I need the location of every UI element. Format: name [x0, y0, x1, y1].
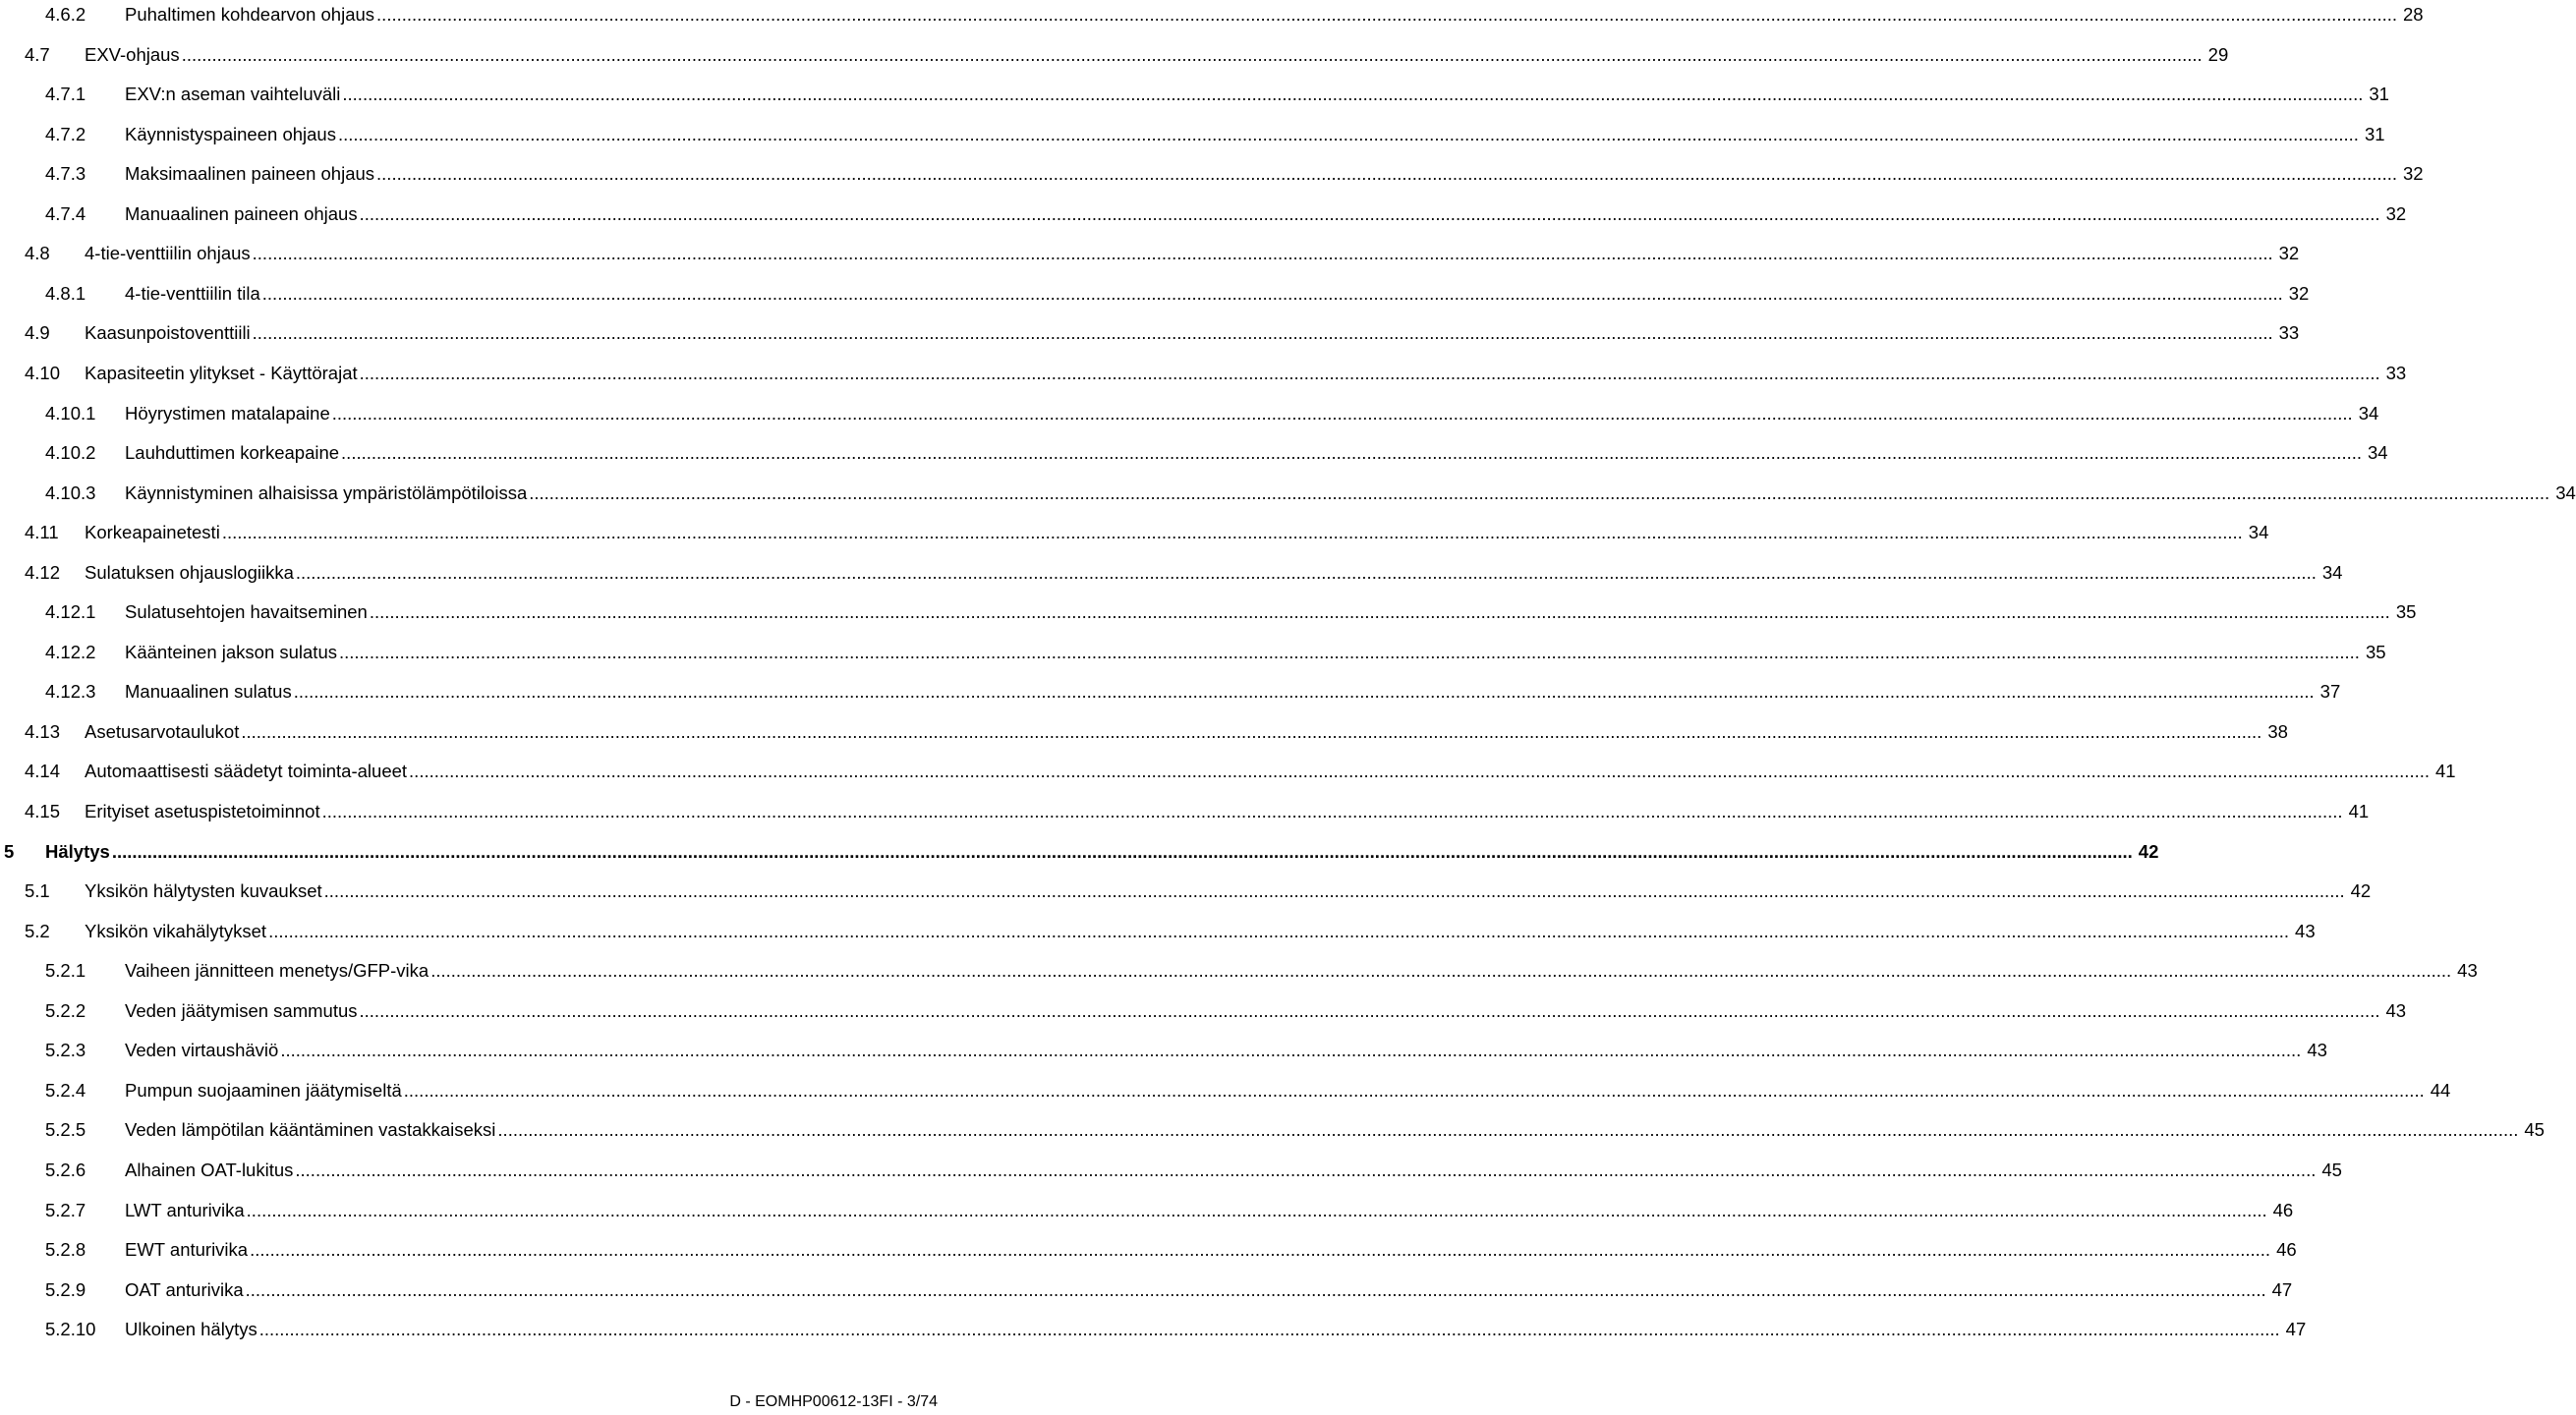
toc-entry-title: Yksikön hälytysten kuvaukset [85, 877, 324, 906]
toc-entry-page: 47 [2266, 1275, 2293, 1305]
toc-entry[interactable] [0, 399, 2379, 428]
toc-entry-title: Käynnistyminen alhaisissa ympäristölämpötiloissa [125, 479, 529, 508]
toc-entry-number: 4.11 [25, 522, 59, 543]
toc-dot-leader: ................................................................................................................................................................................................................................................................................................................................................................................................................ [430, 960, 2452, 982]
toc-entry-page: 28 [2397, 0, 2424, 29]
toc-entry-title: EXV-ohjaus [85, 40, 182, 70]
toc-entry-title: Kaasunpoistoventtiili [85, 318, 253, 348]
toc-dot-leader: ................................................................................................................................................................................................................................................................................................................................................................................................................ [359, 202, 2380, 224]
toc-entry-page: 43 [2379, 996, 2406, 1026]
toc-entry-number: 5.2.1 [45, 960, 86, 982]
toc-entry-number: 4.10.2 [45, 442, 96, 464]
toc-entry[interactable] [0, 318, 2300, 348]
toc-entry-number: 5.2 [25, 920, 50, 941]
toc-entry-number: 4.13 [25, 720, 61, 742]
toc-dot-leader: ................................................................................................................................................................................................................................................................................................................................................................................................................ [245, 1278, 2266, 1300]
toc-entry-page: 34 [2353, 399, 2379, 428]
toc-entry-number: 4.7 [25, 43, 50, 65]
toc-entry-page: 32 [2283, 279, 2310, 309]
toc-entry-number: 4.7.2 [45, 123, 86, 144]
toc-dot-leader: ................................................................................................................................................................................................................................................................................................................................................................................................................ [359, 999, 2380, 1021]
toc-entry[interactable] [0, 40, 2229, 70]
toc-entry-page: 45 [2518, 1115, 2545, 1145]
toc-entry-page: 35 [2390, 597, 2417, 627]
toc-entry-number: 4.9 [25, 322, 50, 344]
toc-entry-number: 4.7.4 [45, 202, 86, 224]
toc-dot-leader: ................................................................................................................................................................................................................................................................................................................................................................................................................ [359, 362, 2380, 383]
toc-entry[interactable] [0, 1315, 2307, 1344]
toc-entry-page: 47 [2280, 1315, 2307, 1344]
toc-entry[interactable] [0, 996, 2407, 1026]
toc-entry-page: 32 [2397, 159, 2424, 189]
toc-entry[interactable] [0, 159, 2424, 189]
toc-entry-page: 31 [2363, 80, 2389, 109]
toc-entry-page: 46 [2267, 1196, 2294, 1225]
toc-entry-number: 5.2.4 [45, 1079, 86, 1101]
toc-entry-number: 5.2.8 [45, 1239, 86, 1261]
toc-dot-leader: ................................................................................................................................................................................................................................................................................................................................................................................................................ [252, 243, 2273, 264]
toc-entry-page: 33 [2273, 318, 2300, 348]
toc-entry[interactable] [0, 1235, 2297, 1265]
toc-dot-leader: ................................................................................................................................................................................................................................................................................................................................................................................................................ [293, 681, 2315, 703]
toc-dot-leader: ................................................................................................................................................................................................................................................................................................................................................................................................................ [258, 1319, 2280, 1340]
toc-entry[interactable] [0, 1036, 2327, 1065]
toc-dot-leader: ................................................................................................................................................................................................................................................................................................................................................................................................................ [246, 1199, 2267, 1220]
toc-entry[interactable] [0, 1115, 2545, 1145]
toc-entry-title: OAT anturivika [125, 1275, 246, 1305]
toc-entry-title: Puhaltimen kohdearvon ohjaus [125, 0, 376, 29]
toc-entry-number: 4.15 [25, 801, 61, 821]
toc-entry-title: Yksikön vikahälytykset [85, 917, 268, 946]
toc-entry-page: 32 [2380, 199, 2407, 229]
toc-entry-title: Korkeapainetesti [85, 518, 222, 547]
toc-entry-page: 34 [2317, 558, 2343, 588]
toc-dot-leader: ................................................................................................................................................................................................................................................................................................................................................................................................................ [280, 1040, 2302, 1061]
toc-entry-number: 4.8 [25, 243, 50, 264]
toc-entry-page: 41 [2343, 797, 2370, 826]
toc-entry-number: 4.10.3 [45, 481, 96, 503]
toc-dot-leader: ................................................................................................................................................................................................................................................................................................................................................................................................................ [221, 522, 2243, 543]
toc-entry-title: Hälytys [45, 837, 112, 867]
toc-entry[interactable] [0, 1275, 2293, 1305]
toc-entry-title: Veden lämpötilan kääntäminen vastakkaiseksi [125, 1115, 497, 1145]
toc-entry-title: Höyrystimen matalapaine [125, 399, 332, 428]
toc-entry[interactable] [0, 239, 2300, 268]
toc-dot-leader: ................................................................................................................................................................................................................................................................................................................................................................................................................ [321, 801, 2343, 821]
toc-entry-title: LWT anturivika [125, 1196, 247, 1225]
toc-dot-leader: ................................................................................................................................................................................................................................................................................................................................................................................................................ [181, 43, 2203, 65]
toc-entry-title: EWT anturivika [125, 1235, 250, 1265]
toc-entry-title: Erityiset asetuspistetoiminnot [85, 797, 322, 826]
toc-dot-leader: ................................................................................................................................................................................................................................................................................................................................................................................................................ [252, 322, 2273, 344]
toc-entry-page: 43 [2289, 917, 2316, 946]
toc-entry-page: 34 [2243, 518, 2269, 547]
toc-entry[interactable] [0, 1076, 2451, 1105]
toc-entry-title: Automaattisesti säädetyt toiminta-alueet [85, 757, 409, 786]
toc-entry[interactable] [0, 797, 2370, 826]
toc-entry-title: Pumpun suojaaminen jäätymiseltä [125, 1076, 404, 1105]
toc-entry[interactable] [0, 438, 2388, 468]
toc-entry-page: 44 [2425, 1076, 2451, 1105]
toc-entry-title: Kapasiteetin ylitykset - Käyttörajat [85, 359, 360, 388]
toc-entry[interactable] [0, 518, 2269, 547]
toc-dot-leader: ................................................................................................................................................................................................................................................................................................................................................................................................................ [250, 1239, 2271, 1261]
toc-entry-number: 4.12.1 [45, 601, 96, 623]
toc-entry-number: 4.12 [25, 561, 61, 583]
toc-entry-page: 42 [2133, 837, 2159, 867]
toc-entry-number: 5.2.3 [45, 1040, 86, 1061]
toc-dot-leader: ................................................................................................................................................................................................................................................................................................................................................................................................................ [497, 1119, 2519, 1141]
toc-entry-number: 5.1 [25, 880, 50, 902]
toc-entry-title: Ulkoinen hälytys [125, 1315, 259, 1344]
toc-entry-title: Käynnistyspaineen ohjaus [125, 120, 338, 149]
toc-entry-title: 4-tie-venttiilin tila [125, 279, 262, 309]
toc-entry-number: 5 [4, 840, 15, 862]
toc-entry-page: 34 [2549, 479, 2576, 508]
toc-entry[interactable] [0, 1196, 2294, 1225]
toc-dot-leader: ................................................................................................................................................................................................................................................................................................................................................................................................................ [409, 761, 2431, 782]
toc-entry-page: 45 [2316, 1156, 2342, 1185]
toc-dot-leader: ................................................................................................................................................................................................................................................................................................................................................................................................................ [337, 123, 2359, 144]
page-footer: D - EOMHP00612-13FI - 3/74 [729, 1393, 938, 1410]
toc-entry-number: 5.2.6 [45, 1159, 86, 1180]
toc-entry[interactable] [0, 558, 2343, 588]
toc-entry[interactable] [0, 837, 2159, 867]
toc-entry-page: 31 [2359, 120, 2385, 149]
toc-entry[interactable] [0, 717, 2288, 747]
toc-entry-page: 37 [2315, 677, 2341, 707]
toc-entry-page: 29 [2203, 40, 2229, 70]
toc-entry[interactable] [0, 80, 2389, 109]
toc-dot-leader: ................................................................................................................................................................................................................................................................................................................................................................................................................ [295, 1159, 2317, 1180]
toc-dot-leader: ................................................................................................................................................................................................................................................................................................................................................................................................................ [529, 481, 2550, 503]
toc-entry[interactable] [0, 199, 2407, 229]
toc-entry-title: Maksimaalinen paineen ohjaus [125, 159, 376, 189]
toc-entry[interactable] [0, 359, 2407, 388]
toc-entry-page: 43 [2301, 1036, 2327, 1065]
toc-dot-leader: ................................................................................................................................................................................................................................................................................................................................................................................................................ [376, 163, 2397, 185]
toc-entry-number: 5.2.9 [45, 1278, 86, 1300]
toc-entry-title: Veden virtaushäviö [125, 1036, 280, 1065]
toc-entry-page: 38 [2261, 717, 2288, 747]
toc-dot-leader: ................................................................................................................................................................................................................................................................................................................................................................................................................ [323, 880, 2345, 902]
toc-dot-leader: ................................................................................................................................................................................................................................................................................................................................................................................................................ [261, 282, 2283, 304]
toc-entry[interactable] [0, 677, 2341, 707]
toc-entry[interactable] [0, 877, 2372, 906]
toc-entry-number: 4.12.3 [45, 681, 96, 703]
toc-entry-number: 4.6.2 [45, 4, 86, 25]
toc-entry[interactable] [0, 956, 2478, 986]
toc-entry-title: Lauhduttimen korkeapaine [125, 438, 341, 468]
toc-entry[interactable] [0, 638, 2386, 667]
toc-dot-leader: ................................................................................................................................................................................................................................................................................................................................................................................................................ [331, 402, 2353, 424]
toc-entry[interactable] [0, 1156, 2342, 1185]
toc-dot-leader: ................................................................................................................................................................................................................................................................................................................................................................................................................ [403, 1079, 2425, 1101]
toc-entry[interactable] [0, 279, 2310, 309]
toc-entry-number: 4.14 [25, 761, 61, 782]
toc-entry-title: Vaiheen jännitteen menetys/GFP-vika [125, 956, 430, 986]
toc-entry-page: 32 [2273, 239, 2300, 268]
toc-entry-title: Manuaalinen sulatus [125, 677, 294, 707]
toc-entry-title: Sulatusehtojen havaitseminen [125, 597, 370, 627]
toc-entry-page: 41 [2430, 757, 2456, 786]
toc-entry-title: Alhainen OAT-lukitus [125, 1156, 295, 1185]
toc-entry-number: 4.8.1 [45, 282, 86, 304]
toc-entry-title: Sulatuksen ohjauslogiikka [85, 558, 296, 588]
toc-dot-leader: ................................................................................................................................................................................................................................................................................................................................................................................................................ [241, 720, 2262, 742]
toc-entry[interactable] [0, 597, 2417, 627]
toc-entry-number: 5.2.2 [45, 999, 86, 1021]
toc-entry-title: EXV:n aseman vaihteluväli [125, 80, 342, 109]
toc-entry-number: 4.7.1 [45, 84, 86, 105]
toc-entry-number: 5.2.5 [45, 1119, 86, 1141]
toc-dot-leader: ................................................................................................................................................................................................................................................................................................................................................................................................................ [342, 84, 2364, 105]
toc-entry[interactable] [0, 757, 2456, 786]
toc-dot-leader: ................................................................................................................................................................................................................................................................................................................................................................................................................ [341, 442, 2363, 464]
toc-entry-page: 34 [2362, 438, 2388, 468]
toc-entry[interactable] [0, 120, 2385, 149]
toc-entry-number: 4.10.1 [45, 402, 96, 424]
toc-dot-leader: ................................................................................................................................................................................................................................................................................................................................................................................................................ [111, 840, 2133, 862]
toc-entry-page: 43 [2451, 956, 2478, 986]
toc-entry-title: 4-tie-venttiilin ohjaus [85, 239, 253, 268]
toc-entry[interactable] [0, 0, 2424, 29]
toc-entry-page: 46 [2270, 1235, 2297, 1265]
toc-entry-number: 5.2.7 [45, 1199, 86, 1220]
toc-entry-page: 42 [2345, 877, 2372, 906]
toc-dot-leader: ................................................................................................................................................................................................................................................................................................................................................................................................................ [268, 920, 2290, 941]
toc-entry-number: 4.12.2 [45, 641, 96, 662]
toc-dot-leader: ................................................................................................................................................................................................................................................................................................................................................................................................................ [338, 641, 2360, 662]
toc-entry-number: 5.2.10 [45, 1319, 96, 1340]
toc-entry-page: 35 [2360, 638, 2386, 667]
toc-dot-leader: ................................................................................................................................................................................................................................................................................................................................................................................................................ [376, 4, 2398, 25]
toc-entry-title: Manuaalinen paineen ohjaus [125, 199, 360, 229]
toc-entry-page: 33 [2380, 359, 2407, 388]
toc-entry-number: 4.7.3 [45, 163, 86, 185]
toc-dot-leader: ................................................................................................................................................................................................................................................................................................................................................................................................................ [369, 601, 2390, 623]
toc-entry[interactable] [0, 917, 2316, 946]
toc-entry-title: Veden jäätymisen sammutus [125, 996, 360, 1026]
toc-entry-number: 4.10 [25, 362, 61, 383]
toc-dot-leader: ................................................................................................................................................................................................................................................................................................................................................................................................................ [295, 561, 2317, 583]
toc-entry-title: Asetusarvotaulukot [85, 717, 241, 747]
toc-entry[interactable] [0, 479, 2576, 508]
toc-entry-title: Käänteinen jakson sulatus [125, 638, 339, 667]
